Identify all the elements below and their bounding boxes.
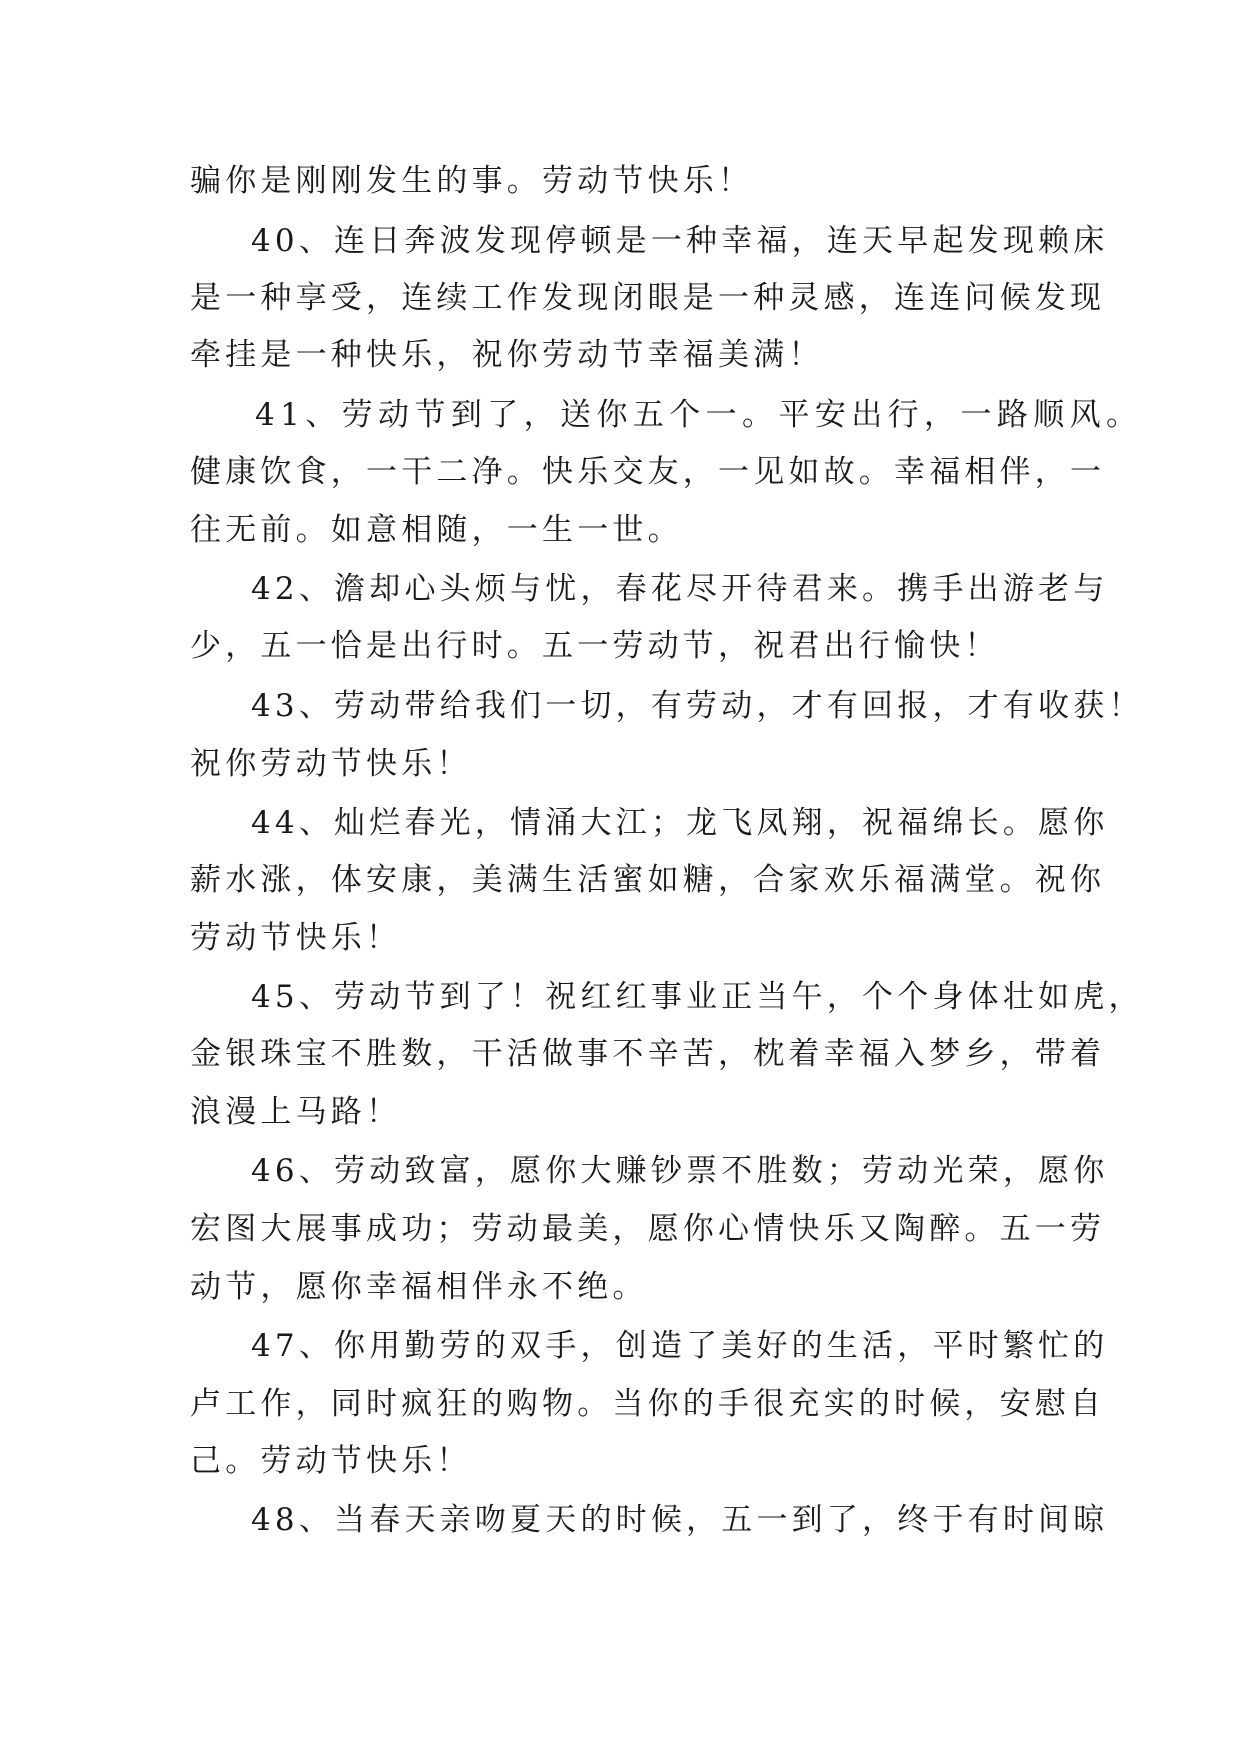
text-line: 44、灿烂春光，情涌大江；龙飞凤翔，祝福绵长。愿你	[251, 805, 1109, 841]
text-line: 43、劳动带给我们一切，有劳动，才有回报，才有收获！	[251, 688, 1144, 724]
text-line: 己。劳动节快乐！	[190, 1443, 472, 1479]
text-line: 宏图大展事成功；劳动最美，愿你心情快乐又陶醉。五一劳	[190, 1211, 1106, 1247]
text-line: 46、劳动致富，愿你大赚钞票不胜数；劳动光荣，愿你	[251, 1153, 1109, 1189]
text-line: 骗你是刚刚发生的事。劳动节快乐！	[190, 163, 754, 199]
text-line: 健康饮食，一干二净。快乐交友，一见如故。幸福相伴，一	[190, 454, 1106, 490]
text-line: 祝你劳动节快乐！	[190, 746, 472, 782]
text-line: 薪水涨，体安康，美满生活蜜如糖，合家欢乐福满堂。祝你	[190, 862, 1106, 898]
text-line: 牵挂是一种快乐，祝你劳动节幸福美满！	[190, 337, 824, 373]
text-line: 卢工作，同时疯狂的购物。当你的手很充实的时候，安慰自	[190, 1386, 1106, 1422]
text-line: 47、你用勤劳的双手，创造了美好的生活，平时繁忙的	[251, 1328, 1109, 1364]
text-line: 45、劳动节到了！祝红红事业正当午，个个身体壮如虎，	[251, 979, 1144, 1015]
text-line: 金银珠宝不胜数，干活做事不辛苦，枕着幸福入梦乡，带着	[190, 1036, 1106, 1072]
text-line: 少，五一恰是出行时。五一劳动节，祝君出行愉快！	[190, 628, 1000, 664]
text-line: 劳动节快乐！	[190, 920, 402, 956]
text-line: 是一种享受，连续工作发现闭眼是一种灵感，连连问候发现	[190, 280, 1106, 316]
text-line: 40、连日奔波发现停顿是一种幸福，连天早起发现赖床	[251, 223, 1109, 259]
text-line: 浪漫上马路！	[190, 1094, 402, 1130]
text-line: 48、当春天亲吻夏天的时候，五一到了，终于有时间晾	[251, 1502, 1109, 1538]
text-line: 41、劳动节到了，送你五个一。平安出行，一路顺风。	[255, 397, 1143, 433]
text-line: 42、澹却心头烦与忧，春花尽开待君来。携手出游老与	[251, 571, 1109, 607]
text-line: 往无前。如意相随，一生一世。	[190, 512, 683, 548]
text-line: 动节，愿你幸福相伴永不绝。	[190, 1269, 648, 1305]
